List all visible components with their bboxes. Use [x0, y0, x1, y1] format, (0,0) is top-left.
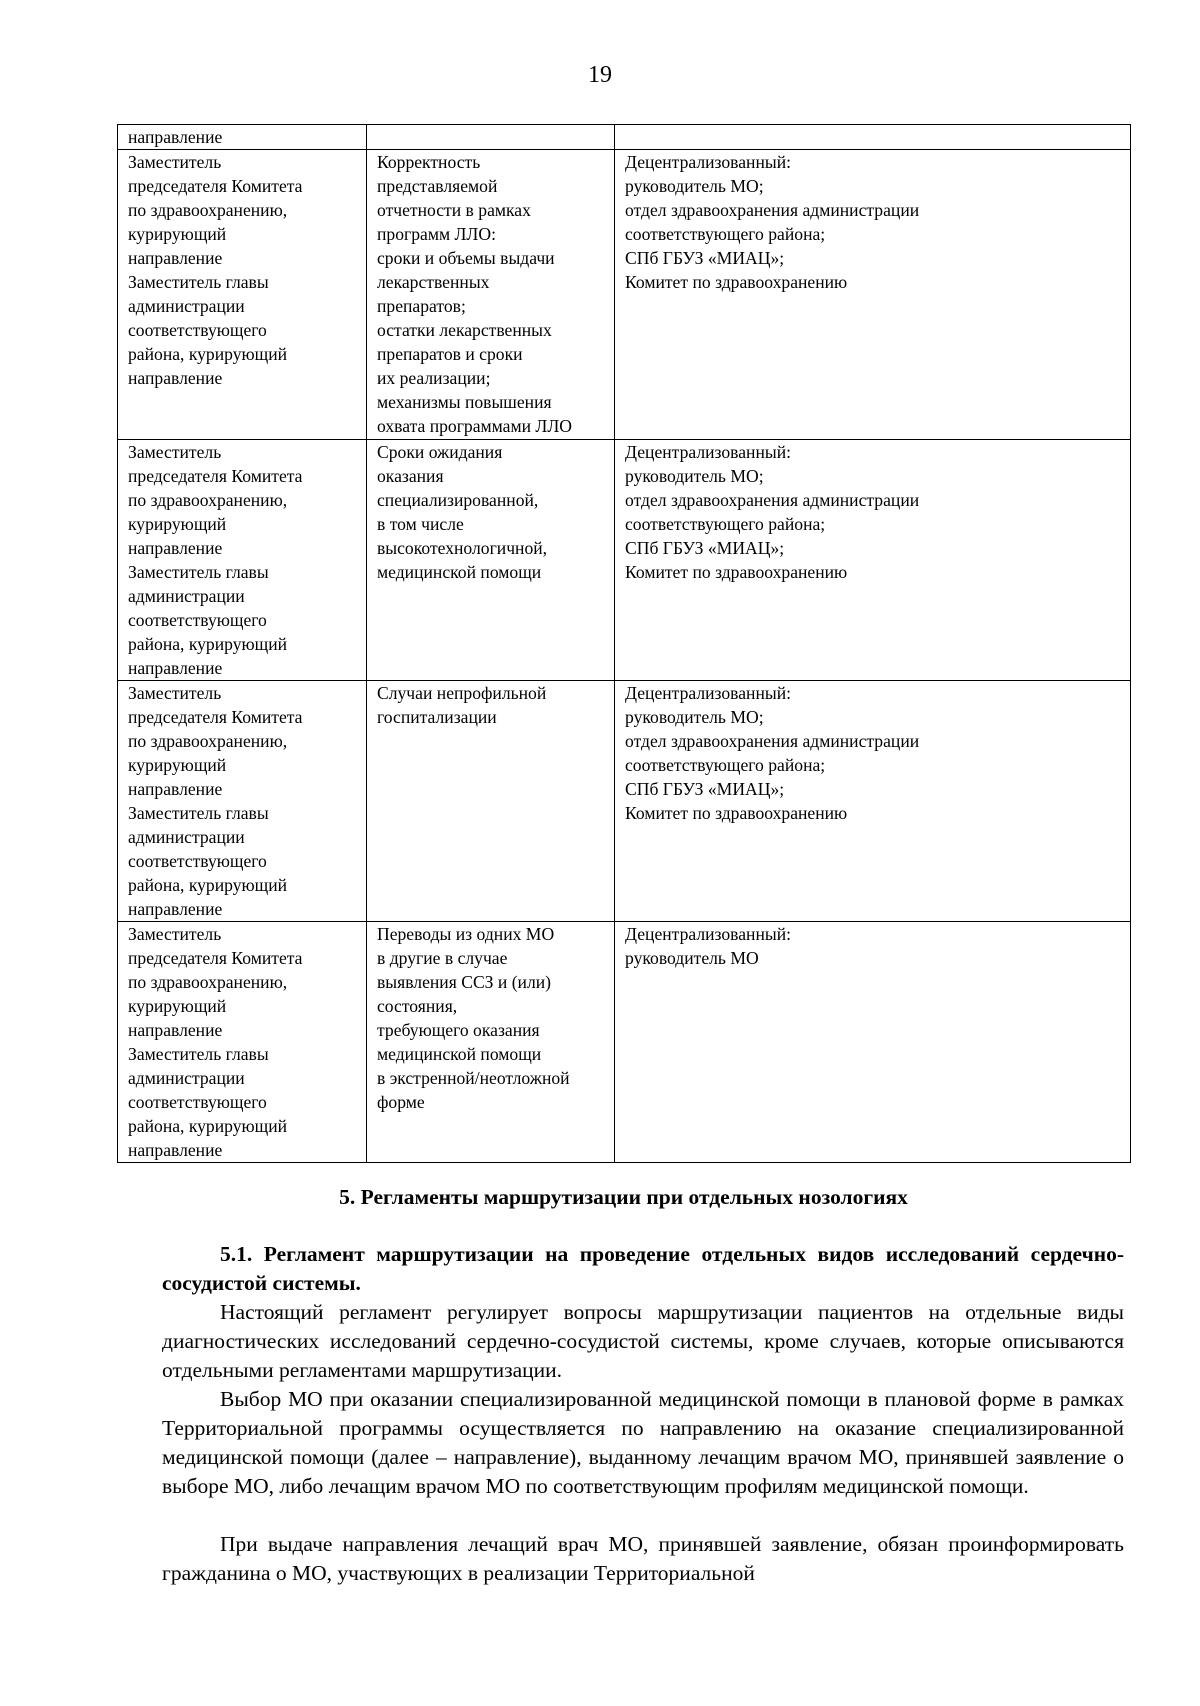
subsection-heading: 5.1. Регламент маршрутизации на проведение отдельных видов исследований сердечно-сосудистой системы.	[162, 1242, 1124, 1295]
responsible-cell: Заместитель председателя Комитета по здравоохранению, курирующий направление Заместитель главы администрации соответствующего района, курирующий направление	[118, 922, 367, 1163]
table-row	[118, 681, 1131, 922]
responsible-cell: Заместитель председателя Комитета по здравоохранению, курирующий направление Заместитель главы администрации соответствующего района, курирующий направление	[118, 440, 367, 681]
responsible-cell: Заместитель председателя Комитета по здравоохранению, курирующий направление Заместитель главы администрации соответствующего района, курирующий направление	[118, 150, 367, 440]
table-row	[118, 150, 1131, 440]
level-cell	[615, 125, 1131, 150]
routing-table	[117, 124, 1131, 1163]
table-row	[118, 125, 1131, 150]
paragraph: Настоящий регламент регулирует вопросы маршрутизации пациентов на отдельные виды диагностических исследований сердечно-сосудистой системы, кроме случаев, которые описываются отдельными регламентами маршрутизации.	[162, 1300, 1124, 1382]
responsible-cell: Заместитель председателя Комитета по здравоохранению, курирующий направление Заместитель главы администрации соответствующего района, курирующий направление	[118, 681, 367, 922]
topic-cell: Сроки ожидания оказания специализированной, в том числе высокотехнологичной, медицинской помощи	[367, 440, 615, 681]
paragraph: При выдаче направления лечащий врач МО, принявшей заявление, обязан проинформировать гражданина о МО, участвующих в реализации Территориальной	[162, 1532, 1124, 1585]
table-row	[118, 922, 1131, 1163]
responsible-cell: направление	[118, 125, 367, 150]
level-cell: Децентрализованный: руководитель МО; отдел здравоохранения администрации соответствующего района; СПб ГБУЗ «МИАЦ»; Комитет по здравоохранению	[615, 150, 1131, 440]
page-number: 19	[588, 62, 612, 88]
level-cell: Децентрализованный: руководитель МО	[615, 922, 1131, 1163]
topic-cell: Корректность представляемой отчетности в рамках программ ЛЛО: сроки и объемы выдачи лекарственных препаратов; остатки лекарственных препаратов и сроки их реализации; механизмы повышения охвата программами ЛЛО	[367, 150, 615, 440]
topic-cell: Случаи непрофильной госпитализации	[367, 681, 615, 922]
section-heading: 5. Регламенты маршрутизации при отдельных нозологиях	[339, 1185, 908, 1209]
topic-cell	[367, 125, 615, 150]
topic-cell: Переводы из одних МО в другие в случае выявления ССЗ и (или) состояния, требующего оказания медицинской помощи в экстренной/неотложной форме	[367, 922, 615, 1163]
level-cell: Децентрализованный: руководитель МО; отдел здравоохранения администрации соответствующего района; СПб ГБУЗ «МИАЦ»; Комитет по здравоохранению	[615, 681, 1131, 922]
paragraph: Выбор МО при оказании специализированной медицинской помощи в плановой форме в рамках Территориальной программы осуществляется по направлению на оказание специализированной медицинской помощи (далее – направление), выданному лечащим врачом МО, принявшей заявление о выборе МО, либо лечащим врачом МО по соответствующим профилям медицинской помощи.	[162, 1387, 1124, 1498]
table-row	[118, 440, 1131, 681]
level-cell: Децентрализованный: руководитель МО; отдел здравоохранения администрации соответствующего района; СПб ГБУЗ «МИАЦ»; Комитет по здравоохранению	[615, 440, 1131, 681]
